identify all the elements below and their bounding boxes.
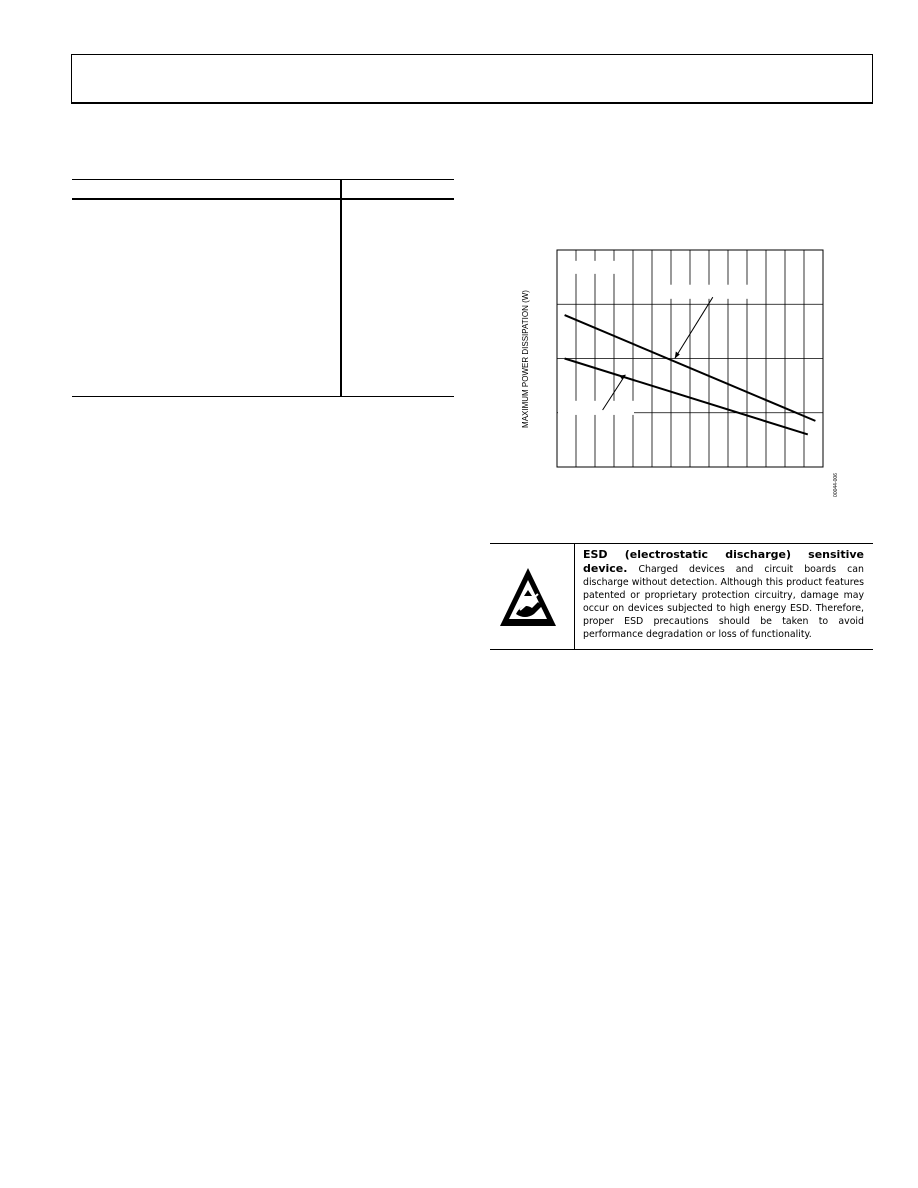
esd-caution-text [583, 548, 864, 641]
power-dissipation-chart-svg [515, 240, 845, 505]
table-header-rule [72, 198, 454, 200]
legend-label-mask-bottom-left [558, 401, 634, 415]
absolute-maximum-ratings-table [72, 179, 454, 398]
esd-box-divider [574, 544, 575, 649]
legend-label-mask-top-right [664, 285, 763, 299]
esd-body: Charged devices and circuit boards can discharge without detection. Although this product features patented or proprietary protection circuitry, damage may occur on devices subjected to high energy ESD. Therefore, proper ESD precautions should be taken to avoid performance degradation or loss of functionality. [583, 564, 864, 640]
leader-line-upper [675, 297, 713, 358]
table-top-rule [72, 179, 454, 180]
series-line-2 [565, 359, 808, 435]
table-bottom-rule [72, 396, 454, 397]
chart-grid [557, 250, 823, 467]
power-dissipation-chart [515, 240, 845, 505]
legend-label-mask-top-left [558, 261, 628, 274]
page-header-box [71, 54, 873, 104]
chart-annotations [558, 261, 763, 415]
chart-y-axis-label: MAXIMUM POWER DISSIPATION (W) [521, 290, 530, 428]
table-column-divider [340, 179, 342, 397]
esd-caution-box [490, 543, 873, 650]
esd-warning-icon [498, 566, 558, 628]
figure-id-label: 00044-006 [833, 473, 839, 497]
esd-title: ESD (electrostatic discharge) sensitive device. [583, 548, 864, 575]
